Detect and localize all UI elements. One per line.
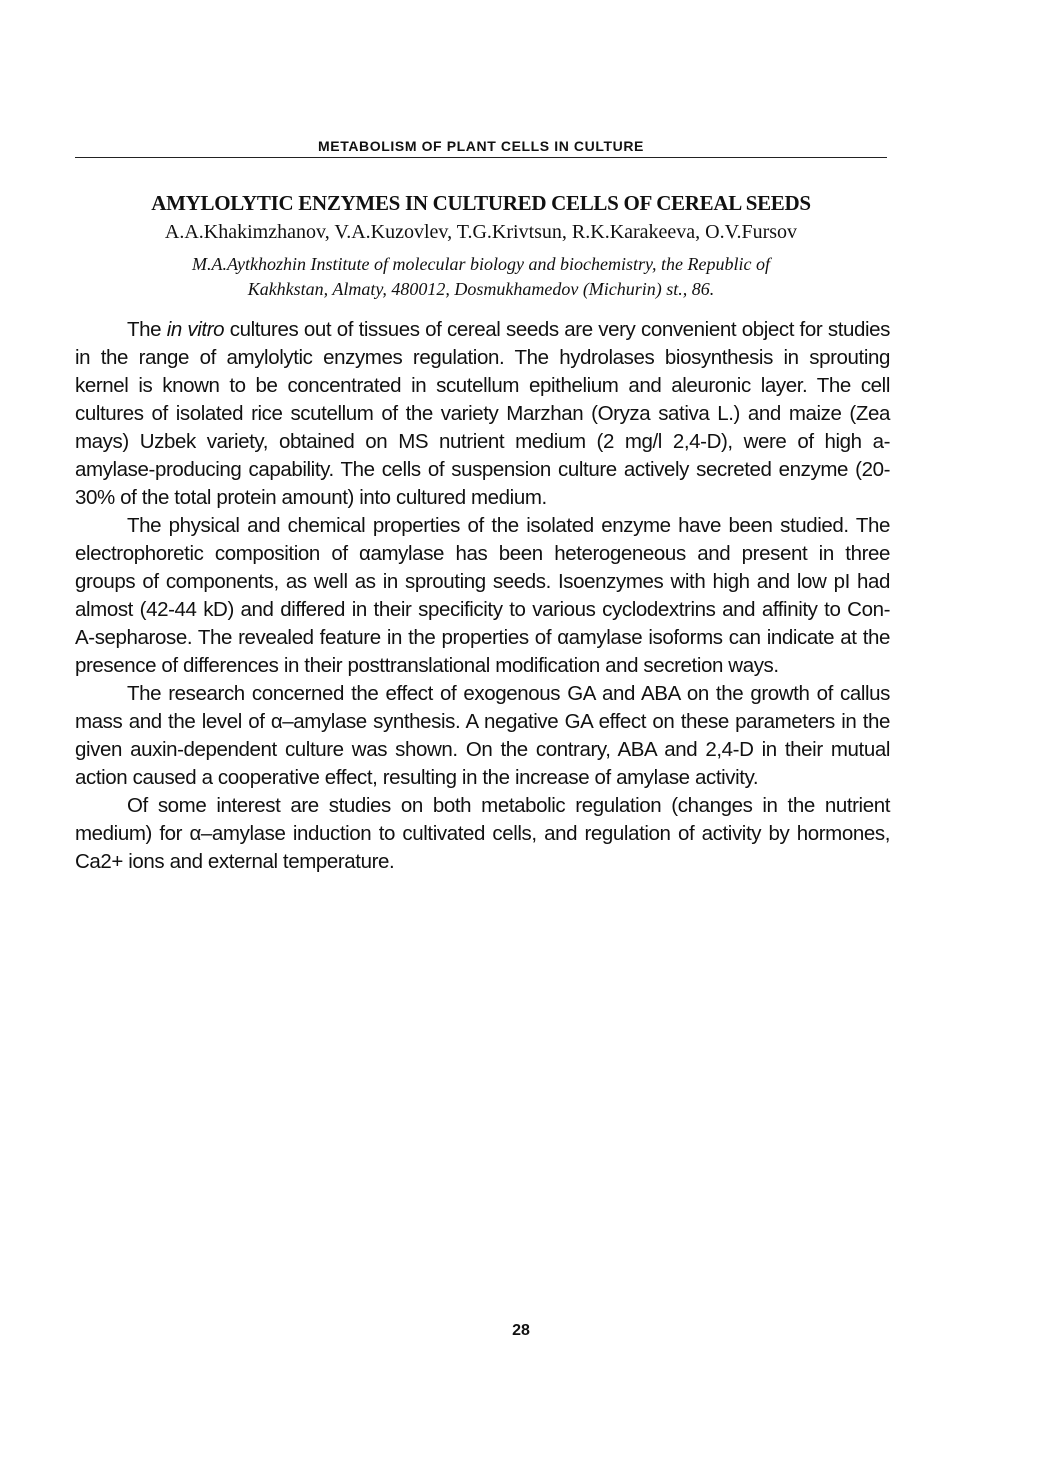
- header-rule: [75, 157, 887, 158]
- affiliation-line-1: M.A.Aytkhozhin Institute of molecular biology and biochemistry, the Republic of: [192, 254, 770, 274]
- running-head: METABOLISM OF PLANT CELLS IN CULTURE: [318, 138, 644, 154]
- paragraph-1-start: The: [127, 318, 167, 341]
- paragraph-1-rest: cultures out of tissues of cereal seeds are very convenient object for studies in the range of amylolytic enzymes regulation. The hydrolases biosynthesis in sprouting kernel is known to be concentrated in scutellum epithelium and aleuronic layer. The cell cultures of isolated rice scutellum of the variety Marzhan (Oryza sativa L.) and maize (Zea mays) Uzbek variety, obtained on MS nutrient medium (2 mg/l 2,4-D), were of high a-amylase-producing capability. The cells of suspension culture actively secreted enzyme (20-30% of the total protein amount) into cultured medium.: [75, 318, 890, 509]
- paragraph-1: [75, 316, 890, 512]
- paragraph-4: Of some interest are studies on both metabolic regulation (changes in the nutrient medium) for α–amylase induction to cultivated cells, and regulation of activity by hormones, Ca2+ ions and external temperature.: [75, 794, 890, 873]
- authors: A.A.Khakimzhanov, V.A.Kuzovlev, T.G.Krivtsun, R.K.Karakeeva, O.V.Fursov: [164, 221, 798, 243]
- article-body: [75, 316, 890, 876]
- in-vitro-term: in vitro: [166, 318, 225, 341]
- paragraph-2: The physical and chemical properties of the isolated enzyme have been studied. The electrophoretic composition of αamylase has been heterogeneous and present in three groups of components, as well as in sprouting seeds. Isoenzymes with high and low pI had almost (42-44 kD) and differed in their specificity to various cyclodextrins and affinity to Con-A-sepharose. The revealed feature in the properties of αamylase isoforms can indicate at the presence of differences in their posttranslational modification and secretion ways.: [75, 514, 890, 677]
- affiliation: [75, 252, 887, 302]
- affiliation-line-2: Kakhkstan, Almaty, 480012, Dosmukhamedov (Michurin) st., 86.: [247, 279, 715, 299]
- article-title: AMYLOLYTIC ENZYMES IN CULTURED CELLS OF CEREAL SEEDS: [151, 191, 811, 215]
- page-number: 28: [512, 1322, 530, 1339]
- paragraph-3: The research concerned the effect of exogenous GA and ABA on the growth of callus mass and the level of α–amylase synthesis. A negative GA effect on these parameters in the given auxin-dependent culture was shown. On the contrary, ABA and 2,4-D in their mutual action caused a cooperative effect, resulting in the increase of amylase activity.: [75, 682, 890, 789]
